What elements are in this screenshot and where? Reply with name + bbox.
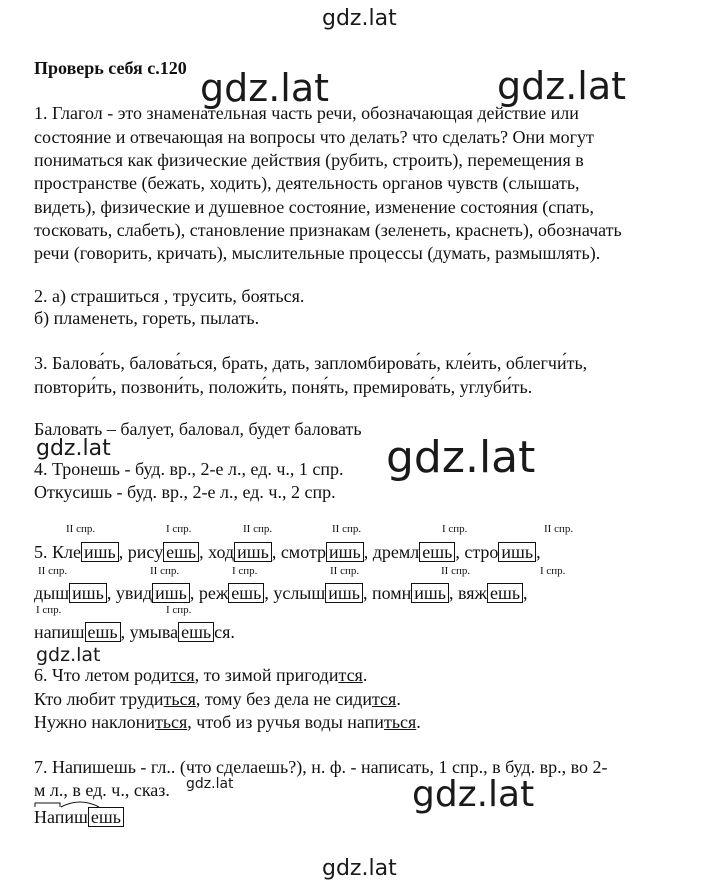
word: вяж ешь , — [458, 583, 528, 603]
ending-box: ишь — [325, 583, 363, 603]
conj-label: II спр. — [544, 523, 574, 535]
text-line: Кто любит трудиться, тому без дела не сидится. — [34, 689, 401, 709]
prefix-mark — [34, 802, 62, 808]
conj-label: II спр. — [243, 523, 273, 535]
conj-row-3 — [34, 621, 235, 643]
word: дыш ишь , — [34, 583, 116, 603]
text-line: Нужно наклониться, чтоб из ручья воды напиться. — [34, 712, 421, 732]
conj-label: II спр. — [66, 523, 96, 535]
word: ход ишь , — [208, 542, 281, 562]
ending-box: ишь — [326, 542, 364, 562]
conj-label: I спр. — [540, 565, 566, 577]
ending-box: ешь — [228, 583, 264, 603]
text-line: состояние и отвечающая на вопросы что делать? что сделать? Они могут — [34, 127, 594, 147]
text-line: м л., в ед. ч., сказ. — [34, 780, 170, 800]
text-line: видеть), физические и душевное состояние, изменение состояния (спать, — [34, 197, 594, 217]
text-line: 6. Что летом родится, то зимой пригодится. — [34, 665, 368, 685]
ending-box: ешь — [88, 807, 124, 827]
watermark-mid-right: gdz.lat — [497, 64, 627, 108]
watermark-small-left2: gdz.lat — [36, 644, 101, 666]
word: 5. Кле ишь , — [34, 542, 128, 562]
text-line: 4. Тронешь - буд. вр., 2-е л., ед. ч., 1 спр. — [34, 459, 344, 479]
watermark-small-left1: gdz.lat — [36, 436, 111, 461]
morpheme-parse — [34, 806, 124, 828]
prefix: На — [34, 807, 55, 827]
word: увид ишь , — [115, 583, 199, 603]
word: дремл ешь , — [372, 542, 465, 562]
ending-box: ешь — [163, 542, 199, 562]
word: умыва ешь ся. — [129, 622, 235, 642]
page-title: Проверь себя с.120 — [34, 58, 187, 78]
text-line: пониматься как физические действия (рубить, строить), перемещения в — [34, 150, 584, 170]
text-line: повтори́ть, позвони́ть, положи́ть, поня́ть, премирова́ть, углуби́ть. — [34, 377, 533, 397]
text-line: 1. Глагол - это знаменательная часть речи, обозначающая действие или — [34, 103, 579, 123]
watermark-top: gdz.lat — [322, 6, 397, 31]
text-line: тосковать, слабеть), становление признакам (зеленеть, краснеть), обозначать — [34, 220, 622, 240]
ending-box: ишь — [498, 542, 536, 562]
text-line: б) пламенеть, гореть, пылать. — [34, 308, 260, 328]
word: услыш ишь , — [273, 583, 372, 603]
word: напиш ешь , — [34, 622, 130, 642]
ending-box: ешь — [419, 542, 455, 562]
text-line: 7. Напишешь - гл.. (что сделаешь?), н. ф. - написать, 1 спр., в буд. вр., во 2- — [34, 757, 608, 777]
conj-row-2 — [34, 582, 528, 604]
word: помн ишь , — [371, 583, 458, 603]
conj-label: I спр. — [166, 604, 192, 616]
conj-label: II спр. — [150, 565, 180, 577]
watermark-big-center: gdz.lat — [386, 432, 536, 483]
root-arc — [60, 800, 100, 808]
ending-box: ишь — [411, 583, 449, 603]
text-line: речи (говорить, кричать), мыслительные процессы (думать, размышлять). — [34, 243, 601, 263]
conj-label: II спр. — [330, 565, 360, 577]
word: стро ишь , — [464, 542, 541, 562]
ending-box: ешь — [85, 622, 121, 642]
conj-label: I спр. — [36, 604, 62, 616]
watermark-small-7: gdz.lat — [186, 776, 234, 792]
word: смотр ишь , — [280, 542, 373, 562]
text-line: 2. а) страшиться , трусить, бояться. — [34, 286, 305, 306]
conj-label: I спр. — [166, 523, 192, 535]
text-line: Откусишь - буд. вр., 2-е л., ед. ч., 2 спр. — [34, 482, 336, 502]
ending-box: ишь — [234, 542, 272, 562]
conj-label: I спр. — [442, 523, 468, 535]
text-line: 3. Балова́ть, балова́ться, брать, дать, запломбирова́ть, кле́ить, облегчи́ть, — [34, 353, 588, 373]
word: рису ешь , — [127, 542, 209, 562]
ending-box: ишь — [69, 583, 107, 603]
ending-box: ешь — [178, 622, 214, 642]
conj-row-1 — [34, 541, 541, 563]
conj-label: II спр. — [38, 565, 68, 577]
ending-box: ишь — [81, 542, 119, 562]
text-line: пространстве (бежать, ходить), деятельность органов чувств (слышать, — [34, 173, 580, 193]
watermark-bottom: gdz.lat — [322, 856, 397, 881]
conj-label: II спр. — [441, 565, 471, 577]
conj-label: II спр. — [332, 523, 362, 535]
ending-box: ешь — [487, 583, 523, 603]
ending-box: ишь — [152, 583, 190, 603]
watermark-big-bottom: gdz.lat — [412, 774, 535, 815]
watermark-mid-left: gdz.lat — [200, 66, 330, 110]
word: реж ешь , — [198, 583, 274, 603]
text-line: Баловать – балует, баловал, будет баловать — [34, 419, 362, 439]
root: пиш — [54, 807, 88, 827]
conj-label: I спр. — [232, 565, 258, 577]
